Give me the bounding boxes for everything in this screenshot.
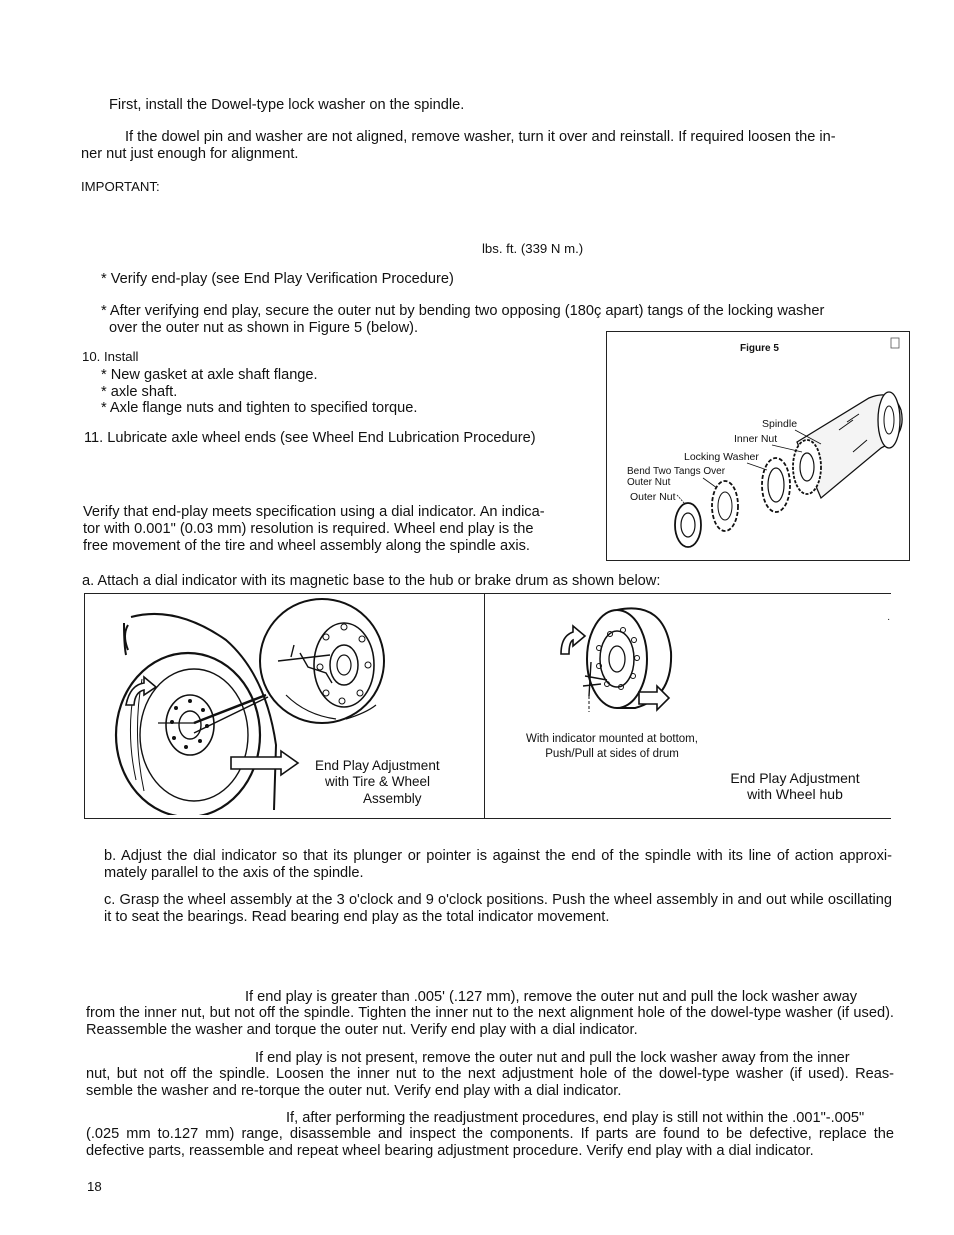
dowel-note-line1: If the dowel pin and washer are not aligned, remove washer, turn it over and reinstall. If required loosen the in- xyxy=(125,129,836,145)
torque-text: lbs. ft. (339 N m.) xyxy=(482,241,584,256)
label-spindle: Spindle xyxy=(762,418,798,430)
step10-item: * Axle flange nuts and tighten to specified torque. xyxy=(101,400,418,416)
figure-divider xyxy=(484,593,485,818)
para-notpresent-rest: nut, but not off the spindle. Loosen the inner nut to the next adjustment hole of the dowel-type washer (if used). Reas- semble the washer and re-torque the outer nut. Verify end play with a dial indicator. xyxy=(86,1066,894,1099)
right-caption-line1: End Play Adjustment xyxy=(730,770,860,786)
label-inner-nut: Inner Nut xyxy=(734,433,778,445)
figure5-box xyxy=(606,331,910,561)
figure5-title: Figure 5 xyxy=(740,343,779,354)
wheel-hub-drawing xyxy=(555,600,685,716)
important-label: IMPORTANT: xyxy=(81,179,160,194)
page-number: 18 xyxy=(87,1179,102,1194)
label-outer-nut: Outer Nut xyxy=(630,491,676,503)
step-c: c. Grasp the wheel assembly at the 3 o'clock and 9 o'clock positions. Push the wheel assembly in and out while oscillating it to seat the bearings. Read bearing end play as the total indicator movement. xyxy=(104,892,892,925)
right-caption xyxy=(700,770,890,802)
para-still-first: If, after performing the readjustment procedures, end play is still not within the .001"-.005" xyxy=(286,1110,865,1126)
right-caption-line2: with Wheel hub xyxy=(747,786,843,802)
figure5-drawing xyxy=(607,332,909,560)
step10-heading: 10. Install xyxy=(82,349,139,364)
left-caption-line2: with Tire & Wheel xyxy=(325,774,431,789)
left-caption-line1: End Play Adjustment xyxy=(315,758,440,773)
verify-para-line: Verify that end-play meets specification using a dial indicator. An indica- xyxy=(83,504,545,520)
bullet-secure-line1: * After verifying end play, secure the outer nut by bending two opposing (180ç apart) tangs of the locking washer xyxy=(101,303,825,319)
label-locking-washer: Locking Washer xyxy=(684,451,759,463)
para-greater-rest: from the inner nut, but not off the spindle. Tighten the inner nut to the next alignment hole of the dowel-type washer (if used). Reassemble the washer and torque the outer nut. Verify end play with a dial indicator. xyxy=(86,1005,894,1038)
bullet-secure-line2: over the outer nut as shown in Figure 5 (below). xyxy=(109,320,419,336)
para-notpresent-first: If end play is not present, remove the outer nut and pull the lock washer away from the inner xyxy=(255,1050,850,1066)
right-note xyxy=(490,732,734,762)
dowel-note-line2: ner nut just enough for alignment. xyxy=(81,146,299,162)
label-bend-tangs-2: Outer Nut xyxy=(627,477,671,488)
right-note-line2: Push/Pull at sides of drum xyxy=(545,748,679,760)
tire-wheel-drawing xyxy=(86,595,482,815)
verify-para-line: tor with 0.001" (0.03 mm) resolution is required. Wheel end play is the xyxy=(83,521,534,537)
verify-para-line: free movement of the tire and wheel assembly along the spindle axis. xyxy=(83,538,530,554)
left-caption-line3: Assembly xyxy=(363,791,422,806)
para-still-rest: (.025 mm to.127 mm) range, disassemble and inspect the components. If parts are found to be defective, replace the defective parts, reassemble and repeat wheel bearing adjustment procedure. Verify end play with a dial indicator. xyxy=(86,1126,894,1159)
edge-mark: · xyxy=(887,614,891,625)
right-note-line1: With indicator mounted at bottom, xyxy=(526,733,698,745)
step10-item: * New gasket at axle shaft flange. xyxy=(101,367,318,383)
para-greater-first: If end play is greater than .005' (.127 mm), remove the outer nut and pull the lock washer away xyxy=(245,989,857,1005)
bullet-verify: * Verify end-play (see End Play Verification Procedure) xyxy=(101,271,454,287)
label-bend-tangs: Bend Two Tangs Over xyxy=(627,466,726,477)
step-a: a. Attach a dial indicator with its magnetic base to the hub or brake drum as shown below: xyxy=(82,573,661,589)
step-first: First, install the Dowel-type lock washer on the spindle. xyxy=(109,97,465,113)
step10-item: * axle shaft. xyxy=(101,384,178,400)
step-b: b. Adjust the dial indicator so that its plunger or pointer is against the end of the spindle with its line of action approxi- mately parallel to the axis of the spindle. xyxy=(104,848,892,881)
step11: 11. Lubricate axle wheel ends (see Wheel End Lubrication Procedure) xyxy=(84,430,536,446)
